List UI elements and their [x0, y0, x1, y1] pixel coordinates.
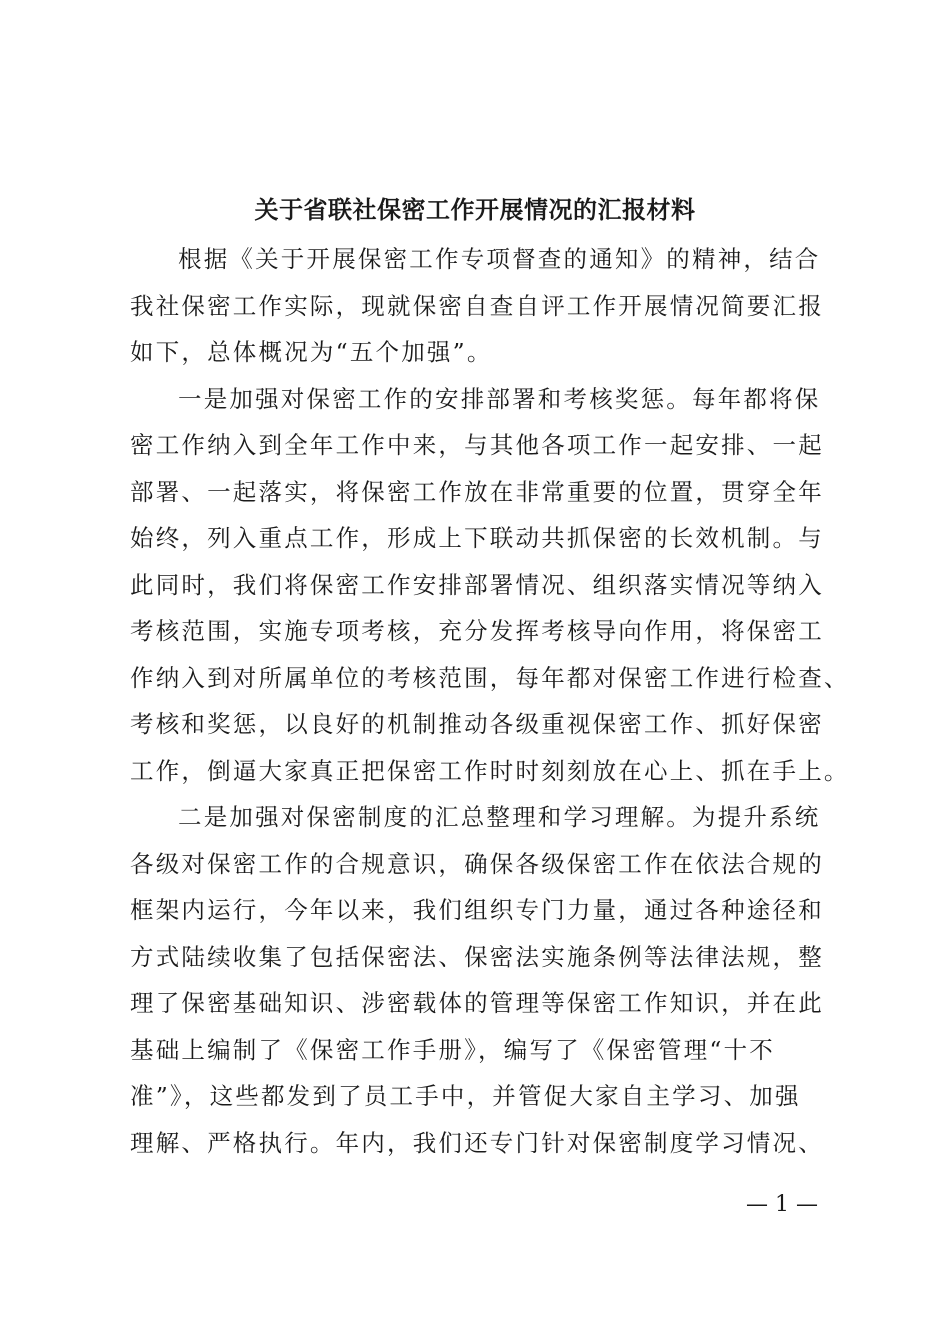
paragraph-second-strengthen [130, 794, 830, 1166]
text-line: 一是加强对保密工作的安排部署和考核奖惩。每年都将保 [178, 384, 821, 413]
text-line: 密工作纳入到全年工作中来，与其他各项工作一起安排、一起 [130, 431, 824, 459]
paragraph-first-strengthen [130, 376, 850, 795]
text-line: 如下，总体概况为“五个加强”。 [130, 338, 493, 366]
document-body [130, 236, 850, 1166]
text-line: 准”》，这些都发到了员工手中，并管促大家自主学习、加强 [130, 1082, 801, 1110]
text-line: 作纳入到对所属单位的考核范围，每年都对保密工作进行检查、 [130, 663, 850, 692]
text-line: 根据《关于开展保密工作专项督查的通知》的精神，结合 [178, 245, 821, 273]
text-line: 工作，倒逼大家真正把保密工作时时刻刻放在心上、抓在手上。 [130, 756, 850, 785]
document-title: 关于省联社保密工作开展情况的汇报材料 [254, 195, 696, 224]
text-line: 此同时，我们将保密工作安排部署情况、组织落实情况等纳入 [130, 570, 824, 599]
text-line: 各级对保密工作的合规意识，确保各级保密工作在依法合规的 [130, 849, 824, 878]
text-line: 始终，列入重点工作，形成上下联动共抓保密的长效机制。与 [130, 524, 824, 552]
text-line: 方式陆续收集了包括保密法、保密法实施条例等法律法规，整 [130, 942, 824, 971]
text-line: 二是加强对保密制度的汇总整理和学习理解。为提升系统 [178, 803, 821, 831]
page-number: — 1 — [746, 1192, 818, 1217]
text-line: 考核范围，实施专项考核，充分发挥考核导向作用，将保密工 [130, 617, 824, 645]
text-line: 基础上编制了《保密工作手册》，编写了《保密管理“十不 [130, 1035, 775, 1064]
text-line: 部署、一起落实，将保密工作放在非常重要的位置，贯穿全年 [130, 477, 824, 506]
text-line: 考核和奖惩，以良好的机制推动各级重视保密工作、抓好保密 [130, 710, 824, 738]
paragraph-intro [130, 236, 830, 376]
text-line: 理解、严格执行。年内，我们还专门针对保密制度学习情况、 [130, 1128, 824, 1157]
text-line: 理了保密基础知识、涉密载体的管理等保密工作知识，并在此 [130, 989, 824, 1017]
text-line: 我社保密工作实际，现就保密自查自评工作开展情况简要汇报 [130, 291, 824, 320]
text-line: 框架内运行，今年以来，我们组织专门力量，通过各种途径和 [130, 896, 824, 924]
